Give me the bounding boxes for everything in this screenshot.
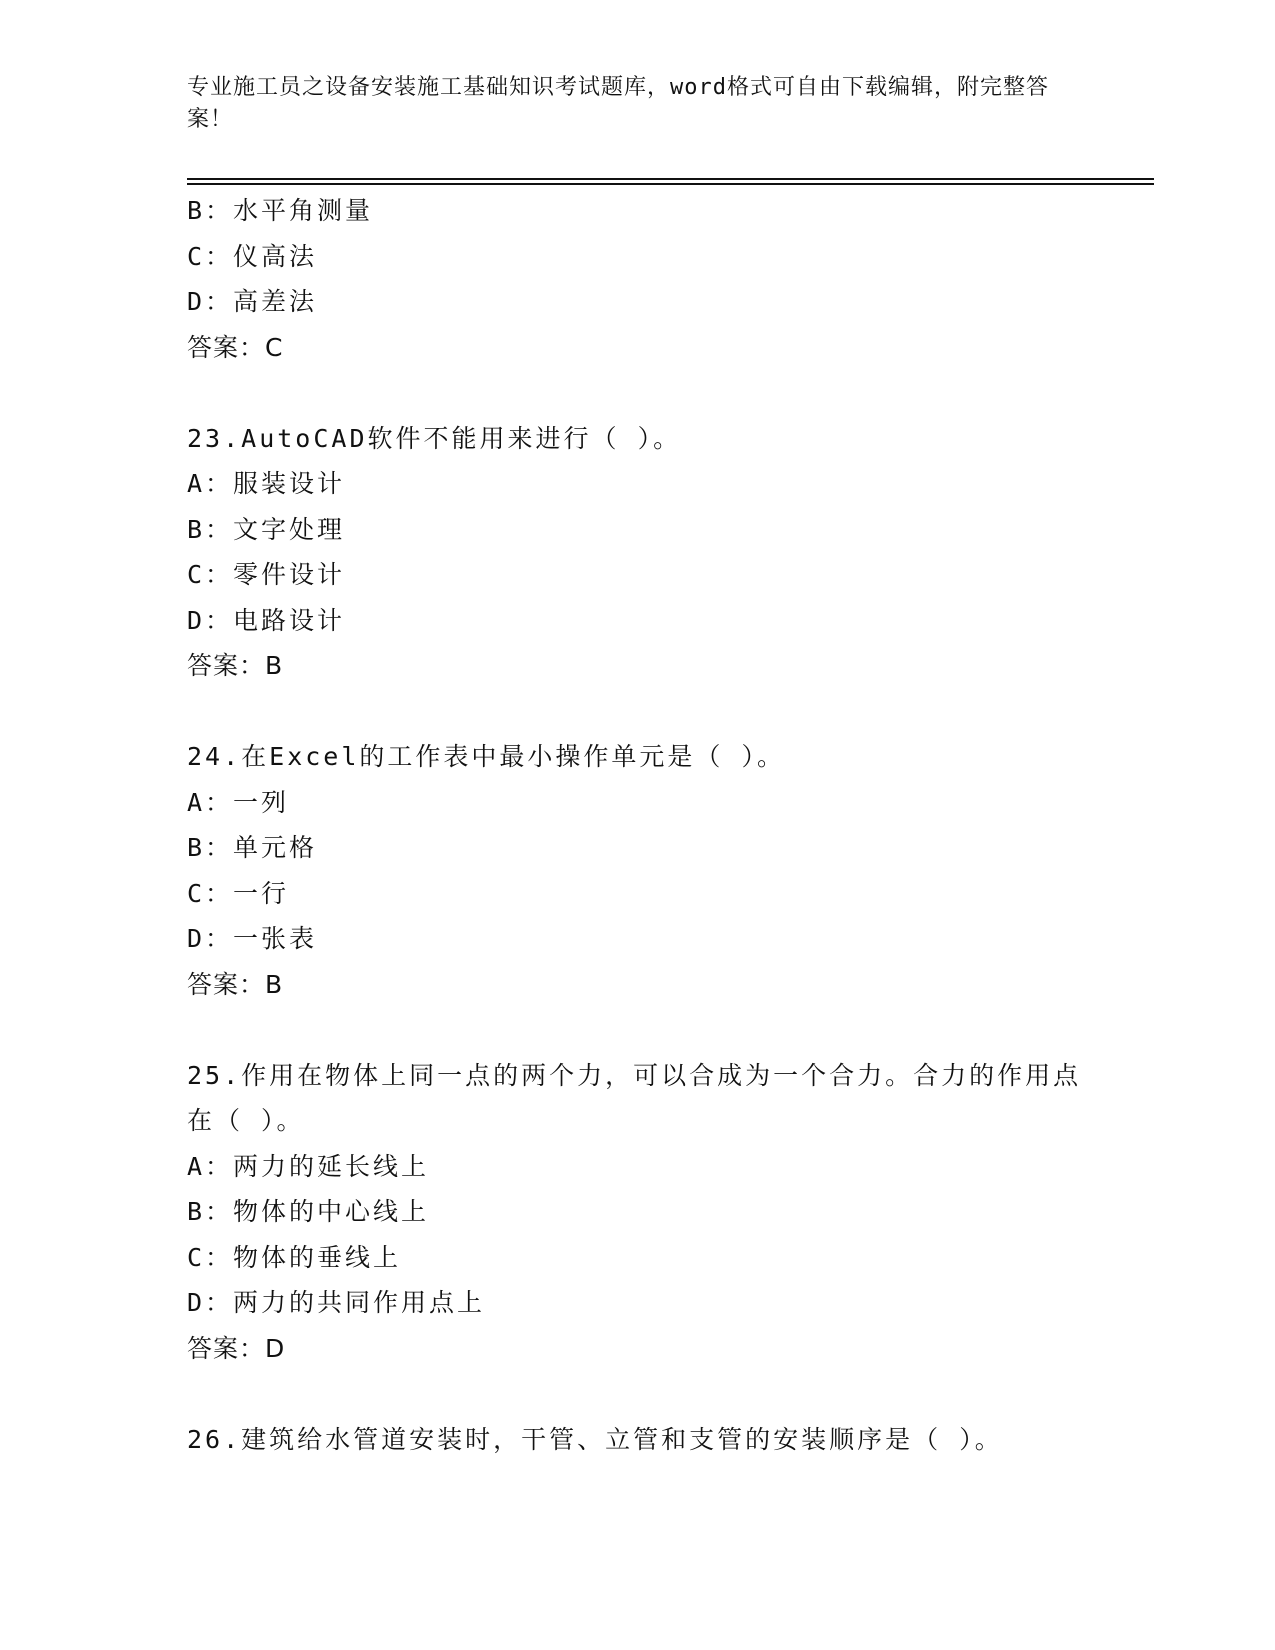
q23-answer: 答案：B (187, 651, 284, 680)
q25-option-d: D：两力的共同作用点上 (187, 1288, 486, 1317)
q22-option-c: C：仪高法 (187, 241, 318, 271)
q23-option-c: C：零件设计 (187, 560, 346, 589)
q25-option-a: A：两力的延长线上 (187, 1151, 430, 1181)
q25-option-c: C：物体的垂线上 (187, 1242, 402, 1272)
q22-option-b: B：水平角测量 (187, 196, 374, 225)
q26-question: 26.建筑给水管道安装时，干管、立管和支管的安装顺序是（ ）。 (187, 1424, 1003, 1454)
q25-option-b: B：物体的中心线上 (187, 1197, 430, 1226)
header-rule-bottom (187, 183, 1154, 185)
q24-option-c: C：一行 (187, 878, 290, 908)
q24-option-d: D：一张表 (187, 924, 318, 953)
q24-option-b: B：单元格 (187, 833, 318, 862)
q23-option-b: B：文字处理 (187, 514, 346, 544)
spacer (187, 1371, 1087, 1417)
header-rule-top (187, 178, 1154, 180)
q25-question: 25.作用在物体上同一点的两个力，可以合成为一个合力。合力的作用点在（ ）。 (187, 1060, 1082, 1135)
q23-question: 23.AutoCAD软件不能用来进行（ ）。 (187, 423, 682, 453)
spacer (187, 370, 1087, 416)
q22-answer: 答案：C (187, 332, 284, 362)
spacer (187, 1007, 1087, 1053)
q24-answer: 答案：B (187, 969, 284, 999)
q24-question: 24.在Excel的工作表中最小操作单元是（ ）。 (187, 742, 785, 771)
question-list (187, 188, 1087, 1462)
document-header: 专业施工员之设备安装施工基础知识考试题库，word格式可自由下载编辑，附完整答案！ (187, 75, 1049, 132)
q25-answer: 答案：D (187, 1333, 286, 1363)
q22-option-d: D：高差法 (187, 287, 318, 316)
q23-option-d: D：电路设计 (187, 605, 346, 635)
q24-option-a: A：一列 (187, 787, 290, 817)
q23-option-a: A：服装设计 (187, 469, 346, 498)
spacer (187, 689, 1087, 735)
